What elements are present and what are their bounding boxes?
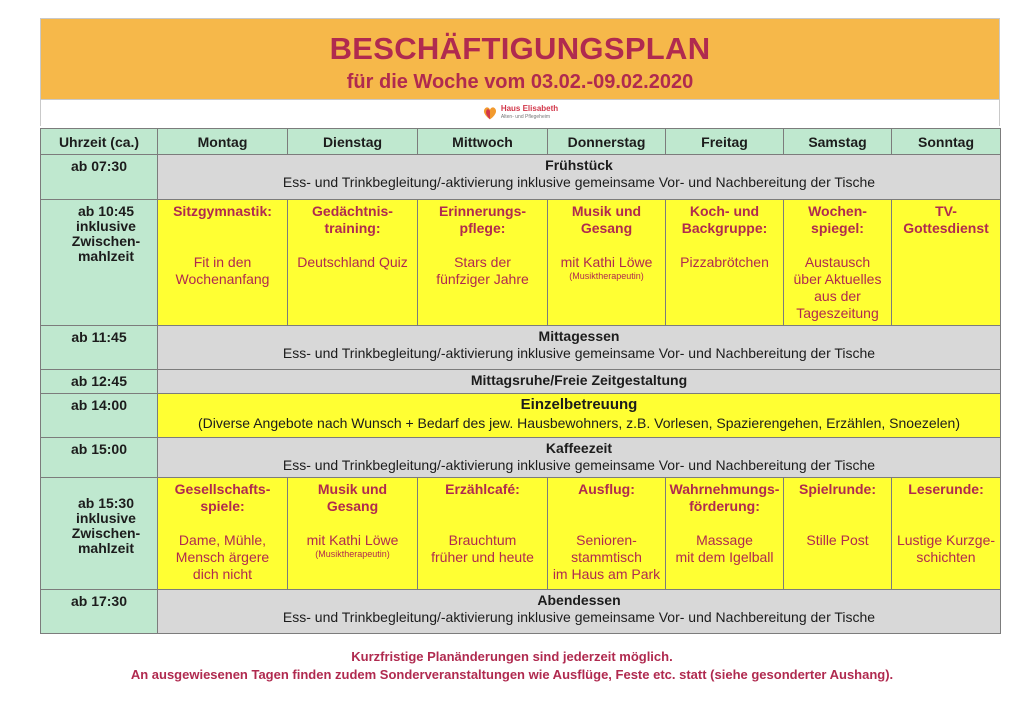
logo-bar — [40, 100, 1000, 126]
time-afternoon-line: ab 15:30 — [77, 495, 135, 511]
activity-title — [158, 478, 287, 515]
dinner-desc: Ess- und Trinkbegleitung/-aktivierung inklusive gemeinsame Vor- und Nachbereitung der Tische — [282, 609, 876, 625]
activity-desc-line: Fit in den — [193, 254, 252, 270]
activity-title — [892, 478, 1000, 498]
time-afternoon-line: Zwischen- — [71, 525, 141, 541]
activity-desc-line: über Aktuelles — [793, 271, 882, 287]
coffee-desc: Ess- und Trinkbegleitung/-aktivierung inklusive gemeinsame Vor- und Nachbereitung der Tische — [282, 457, 876, 473]
activity-title-line: Koch- und — [689, 203, 760, 219]
footer-line-2: An ausgewiesenen Tagen finden zudem Sonderveranstaltungen wie Ausflüge, Feste etc. statt (siehe gesonderter Aushang). — [130, 667, 894, 682]
individual-desc: (Diverse Angebote nach Wunsch + Bedarf des jew. Hausbewohners, z.B. Vorlesen, Spazierengehen, Erzählen, Snoezelen) — [197, 415, 961, 431]
activity-desc-line: fünfziger Jahre — [436, 271, 529, 287]
activity-title-line: training: — [324, 220, 381, 236]
logo — [482, 105, 558, 121]
activity-desc-line: Dame, Mühle, — [178, 532, 267, 548]
row-morning — [41, 200, 1001, 326]
activity-desc-line — [158, 237, 287, 254]
activity-desc-line — [892, 515, 1000, 532]
breakfast-desc: Ess- und Trinkbegleitung/-aktivierung inklusive gemeinsame Vor- und Nachbereitung der Tische — [282, 174, 876, 190]
activity-cell — [892, 478, 1001, 590]
activity-title-line: TV- — [935, 203, 957, 219]
activity-desc-line — [418, 515, 547, 532]
activity-cell — [418, 200, 548, 326]
schedule-table — [40, 128, 1001, 634]
dinner-name: Abendessen — [537, 592, 621, 608]
activity-desc-line: im Haus am Park — [552, 566, 661, 582]
activity-desc-line: Brauchtum — [448, 532, 517, 548]
activity-desc-line: aus der — [814, 288, 861, 304]
activity-title — [548, 200, 665, 237]
activity-desc-line: schichten — [916, 549, 976, 565]
time-morning-line: Zwischen- — [71, 233, 141, 249]
activity-title-line: Wahrnehmungs- — [669, 481, 780, 497]
activity-note: (Musiktherapeutin) — [569, 271, 644, 281]
activity-cell — [418, 478, 548, 590]
row-afternoon — [41, 478, 1001, 590]
header-tuesday: Dienstag — [288, 129, 418, 155]
header-saturday: Samstag — [784, 129, 892, 155]
activity-desc-line: mit Kathi Löwe — [560, 254, 653, 270]
row-rest — [41, 370, 1001, 394]
header-friday: Freitag — [666, 129, 784, 155]
activity-desc-line: dich nicht — [192, 566, 253, 582]
activity-title-line: Gesang — [580, 220, 633, 236]
activity-cell — [548, 478, 666, 590]
activity-desc-line: stammtisch — [571, 549, 642, 565]
header-thursday: Donnerstag — [548, 129, 666, 155]
activity-desc-line — [784, 515, 891, 532]
logo-tagline: Alten- und Pflegeheim — [500, 114, 551, 120]
activity-title-line: Ausflug: — [578, 481, 635, 497]
time-morning — [41, 200, 158, 326]
activity-cell — [666, 478, 784, 590]
activity-title-line: Leserunde: — [908, 481, 984, 497]
time-morning-line: ab 10:45 — [77, 203, 135, 219]
time-dinner: ab 17:30 — [41, 590, 158, 634]
activity-title-line: spiele: — [200, 498, 245, 514]
activity-title-line: Wochen- — [808, 203, 867, 219]
lunch-desc: Ess- und Trinkbegleitung/-aktivierung inklusive gemeinsame Vor- und Nachbereitung der Tische — [282, 345, 876, 361]
activity-title — [418, 200, 547, 237]
activity-title-line: Spielrunde: — [798, 481, 876, 497]
activity-title-line: Gesang — [326, 498, 379, 514]
time-afternoon-line: inklusive — [76, 510, 136, 526]
activity-title — [784, 200, 891, 237]
header-row — [41, 129, 1001, 155]
activity-title — [288, 478, 417, 515]
activity-title — [418, 478, 547, 498]
coffee-name: Kaffeezeit — [545, 440, 613, 456]
row-individual — [41, 394, 1001, 438]
activity-title — [158, 200, 287, 220]
activity-title-line: Erzählcafé: — [445, 481, 520, 497]
lunch-name: Mittagessen — [538, 328, 620, 344]
header-monday: Montag — [158, 129, 288, 155]
activity-desc-line: Pizzabrötchen — [680, 254, 769, 270]
activity-title-line: Erinnerungs- — [438, 203, 527, 219]
activity-title-line: Sitzgymnastik: — [173, 203, 272, 219]
activity-title-line: Gottesdienst — [903, 220, 989, 236]
activity-desc-line: Wochenanfang — [175, 271, 270, 287]
individual-name: Einzelbetreuung — [520, 396, 638, 413]
activity-desc-line: Stars der — [454, 254, 511, 270]
logo-name: Haus Elisabeth — [500, 104, 559, 113]
activity-desc-line: Tageszeitung — [796, 305, 879, 321]
activity-desc-line: mit dem Igelball — [675, 549, 774, 565]
activity-cell — [892, 200, 1001, 326]
activity-title — [548, 478, 665, 498]
time-rest: ab 12:45 — [41, 370, 158, 394]
activity-desc-line: Austausch — [804, 254, 871, 270]
activity-cell — [666, 200, 784, 326]
activity-cell — [288, 478, 418, 590]
header-sunday: Sonntag — [892, 129, 1001, 155]
time-afternoon — [41, 478, 158, 590]
row-dinner — [41, 590, 1001, 634]
breakfast-name: Frühstück — [545, 157, 613, 173]
activity-title-line: förderung: — [689, 498, 760, 514]
activity-desc-line: mit Kathi Löwe — [306, 532, 399, 548]
lunch-cell — [158, 326, 1001, 370]
activity-desc-line: Lustige Kurzge- — [896, 532, 996, 548]
activity-desc-line: früher und heute — [431, 549, 534, 565]
activity-desc-line: Mensch ärgere — [175, 549, 270, 565]
rest-cell — [158, 370, 1001, 394]
individual-cell — [158, 394, 1001, 438]
activity-desc-line: Stille Post — [806, 532, 869, 548]
coffee-cell — [158, 438, 1001, 478]
activity-note: (Musiktherapeutin) — [315, 549, 390, 559]
activity-title-line: Musik und — [317, 481, 388, 497]
page-title: BESCHÄFTIGUNGSPLAN — [329, 31, 711, 66]
activity-desc-line — [548, 515, 665, 532]
heart-logo-icon — [482, 105, 498, 121]
activity-title-line: spiegel: — [811, 220, 864, 236]
footer-notes — [0, 648, 1024, 684]
title-banner — [40, 18, 1000, 100]
row-breakfast — [41, 155, 1001, 200]
activity-title — [784, 478, 891, 498]
activity-cell — [158, 478, 288, 590]
dinner-cell — [158, 590, 1001, 634]
activity-title — [892, 200, 1000, 237]
activity-title — [288, 200, 417, 237]
footer-line-1: Kurzfristige Planänderungen sind jederzeit möglich. — [351, 649, 673, 664]
activity-cell — [784, 478, 892, 590]
time-individual: ab 14:00 — [41, 394, 158, 438]
header-time: Uhrzeit (ca.) — [41, 129, 158, 155]
activity-cell — [288, 200, 418, 326]
activity-cell — [784, 200, 892, 326]
time-lunch: ab 11:45 — [41, 326, 158, 370]
activity-title-line: pflege: — [459, 220, 506, 236]
activity-title-line: Backgruppe: — [681, 220, 768, 236]
activity-cell — [548, 200, 666, 326]
activity-title — [666, 478, 783, 515]
time-breakfast: ab 07:30 — [41, 155, 158, 200]
time-morning-line: inklusive — [76, 218, 136, 234]
activity-cell — [158, 200, 288, 326]
row-coffee — [41, 438, 1001, 478]
activity-title — [666, 200, 783, 237]
activity-title-line: Gesellschafts- — [174, 481, 271, 497]
week-subtitle: für die Woche vom 03.02.-09.02.2020 — [346, 71, 694, 93]
rest-name: Mittagsruhe/Freie Zeitgestaltung — [470, 372, 688, 388]
time-coffee: ab 15:00 — [41, 438, 158, 478]
row-lunch — [41, 326, 1001, 370]
time-afternoon-line: mahlzeit — [77, 540, 134, 556]
activity-desc-line: Massage — [696, 532, 753, 548]
activity-desc-line: Deutschland Quiz — [297, 254, 408, 270]
activity-desc-line: Senioren- — [576, 532, 637, 548]
header-wednesday: Mittwoch — [418, 129, 548, 155]
activity-title-line: Gedächtnis- — [312, 203, 393, 219]
breakfast-cell — [158, 155, 1001, 200]
time-morning-line: mahlzeit — [77, 248, 134, 264]
activity-title-line: Musik und — [571, 203, 642, 219]
